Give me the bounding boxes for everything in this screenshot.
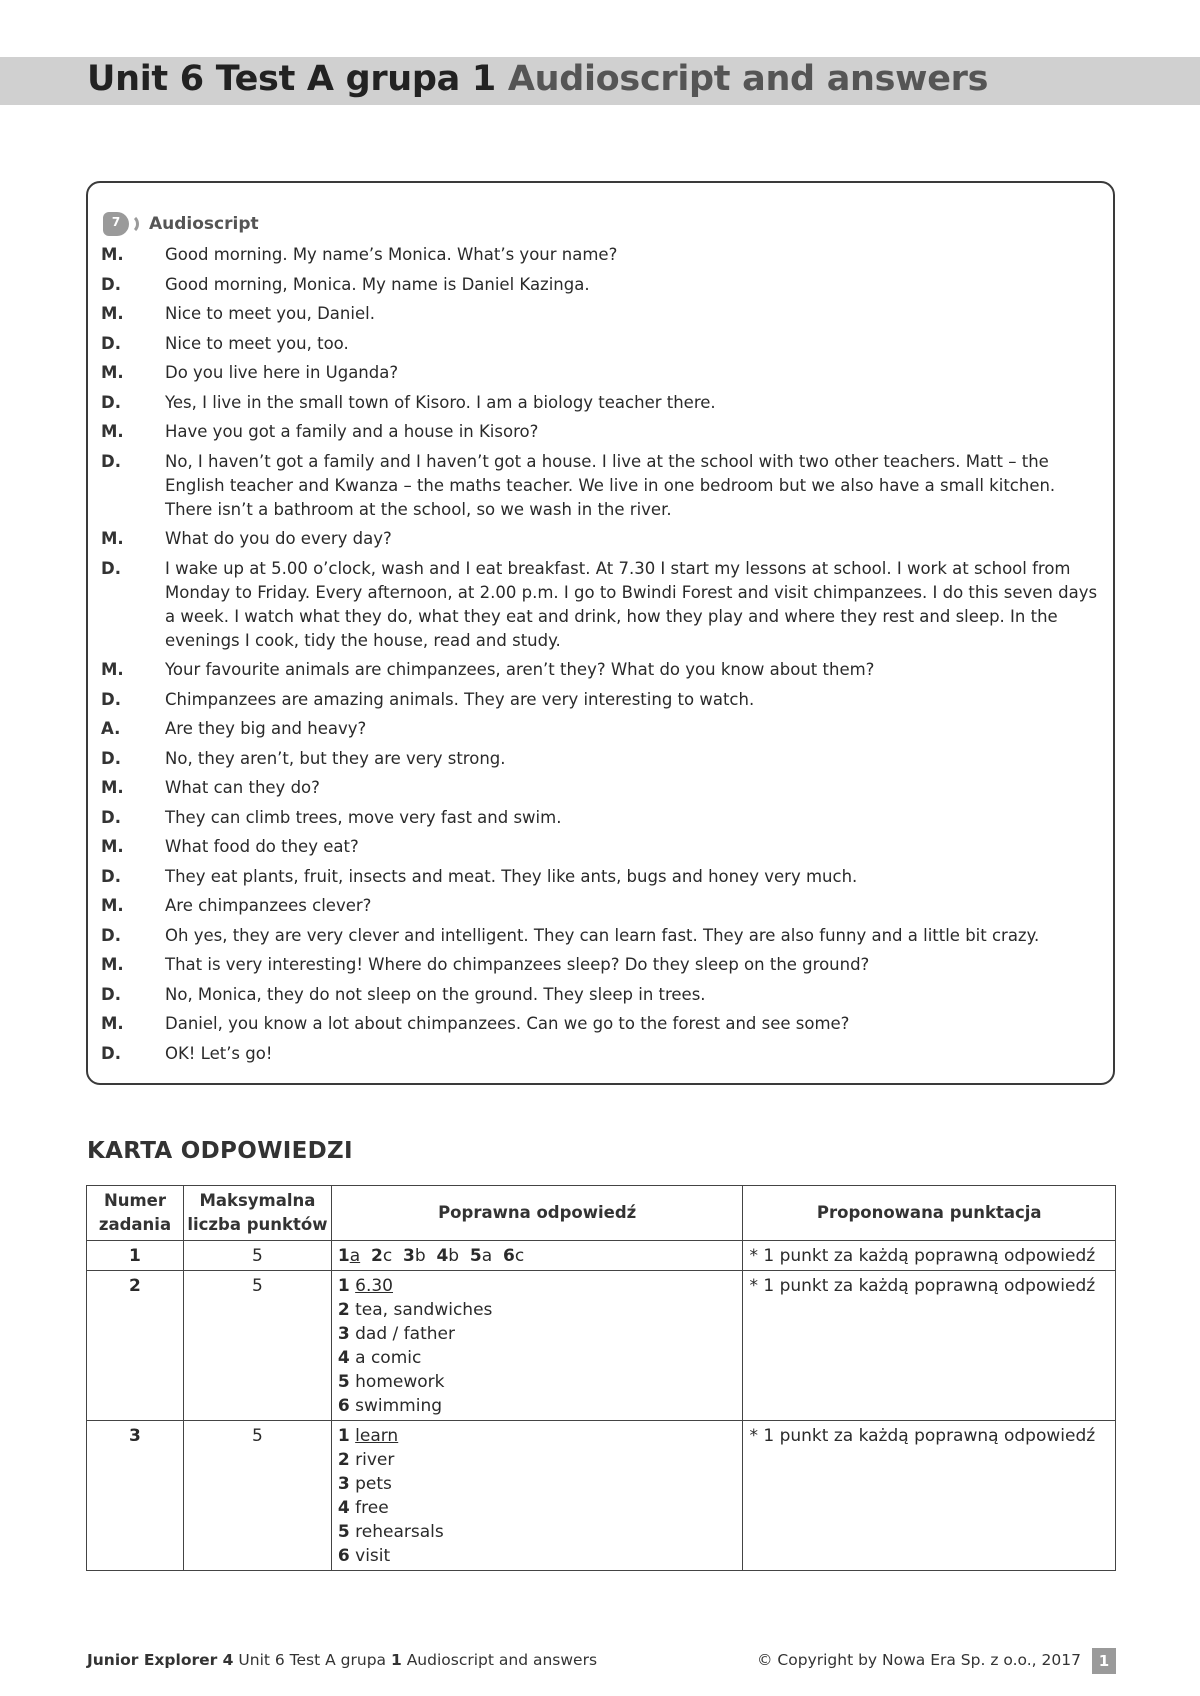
- answer-table: [86, 1185, 1116, 1571]
- speaker-label: D.: [101, 984, 121, 1004]
- table-row: [87, 1271, 1116, 1421]
- script-line: [101, 1012, 1101, 1042]
- answer-line: [338, 1424, 737, 1448]
- speaker-label: M.: [101, 245, 124, 264]
- footer-copyright: © Copyright by Nowa Era Sp. z o.o., 2017: [757, 1651, 1081, 1669]
- speaker-label: D.: [101, 689, 121, 709]
- answer-number: 3: [337, 1324, 350, 1344]
- speaker-label: A.: [101, 719, 121, 738]
- answer-value: swimming: [355, 1396, 443, 1416]
- answer-line: [338, 1520, 737, 1544]
- line-text: No, they aren’t, but they are very strong.: [165, 748, 506, 768]
- answer-line: [338, 1472, 737, 1496]
- answer-card-title: KARTA ODPOWIEDZI: [87, 1138, 353, 1164]
- speaker-label: M.: [101, 955, 124, 974]
- line-text: Good morning. My name’s Monica. What’s your name?: [165, 245, 618, 264]
- script-line: [101, 361, 1101, 391]
- speaker-label: D.: [101, 1043, 121, 1063]
- line-text: That is very interesting! Where do chimpanzees sleep? Do they sleep on the ground?: [165, 955, 870, 974]
- answer-number: 3: [402, 1246, 415, 1266]
- script-line: [101, 450, 1101, 528]
- line-text: They can climb trees, move very fast and swim.: [165, 807, 562, 827]
- answer-number: 1: [337, 1426, 350, 1446]
- speaker-label: M.: [101, 660, 124, 679]
- task-number: 1: [87, 1241, 184, 1271]
- table-row: [87, 1241, 1116, 1271]
- answer-value: river: [355, 1450, 395, 1470]
- max-points: 5: [183, 1271, 331, 1421]
- answer-line: [338, 1448, 737, 1472]
- line-text: They eat plants, fruit, insects and meat. They like ants, bugs and honey very much.: [165, 866, 858, 886]
- page-number: 1: [1092, 1648, 1116, 1674]
- speaker-label: M.: [101, 529, 124, 548]
- scoring-note: * 1 punkt za każdą poprawną odpowiedź: [743, 1421, 1116, 1571]
- script-line: [101, 865, 1101, 895]
- answer-value: homework: [355, 1372, 445, 1392]
- script-line: [101, 806, 1101, 836]
- script-line: [101, 1042, 1101, 1072]
- answer-value: 6.30: [355, 1276, 393, 1296]
- speaker-label: M.: [101, 837, 124, 856]
- title-main: Unit 6 Test A grupa 1: [87, 59, 496, 99]
- speaker-label: D.: [101, 866, 121, 886]
- answer-number: 5: [337, 1522, 350, 1542]
- line-text: Yes, I live in the small town of Kisoro. I am a biology teacher there.: [165, 392, 716, 412]
- answer-value: c: [514, 1246, 525, 1266]
- script-line: [101, 273, 1101, 303]
- audioscript-header: [103, 206, 259, 242]
- footer-group-num: 1: [390, 1651, 402, 1669]
- script-line: [101, 924, 1101, 954]
- audioscript-label: Audioscript: [149, 214, 259, 234]
- answer-value: b: [448, 1246, 460, 1266]
- page-title: [87, 59, 988, 99]
- speaker-label: M.: [101, 304, 124, 323]
- answer-value: a: [481, 1246, 493, 1266]
- track-number: 7: [111, 215, 121, 229]
- footer-doc: Audioscript and answers: [406, 1651, 598, 1669]
- line-text: Nice to meet you, too.: [165, 333, 349, 353]
- line-text: What do you do every day?: [165, 529, 392, 548]
- line-text: What can they do?: [165, 778, 320, 797]
- answer-number: 6: [337, 1546, 350, 1566]
- answer-number: 6: [502, 1246, 515, 1266]
- answer-number: 4: [337, 1348, 350, 1368]
- script-line: [101, 391, 1101, 421]
- answer-value: pets: [355, 1474, 392, 1494]
- answer-line: [338, 1322, 737, 1346]
- line-text: No, Monica, they do not sleep on the ground. They sleep in trees.: [165, 984, 706, 1004]
- speaker-label: D.: [101, 748, 121, 768]
- audioscript-lines: [101, 243, 1101, 1071]
- title-sub: Audioscript and answers: [507, 59, 989, 99]
- answer-number: 1: [337, 1276, 350, 1296]
- answer-value: c: [382, 1246, 393, 1266]
- script-line: [101, 983, 1101, 1013]
- task-number: 3: [87, 1421, 184, 1571]
- answer-line: [338, 1298, 737, 1322]
- speaker-label: D.: [101, 274, 121, 294]
- answer-number: 1: [337, 1246, 350, 1266]
- answer-value: rehearsals: [355, 1522, 444, 1542]
- speaker-label: D.: [101, 451, 121, 471]
- script-line: [101, 527, 1101, 557]
- answer-number: 2: [337, 1450, 350, 1470]
- line-text: I wake up at 5.00 o’clock, wash and I eat breakfast. At 7.30 I start my lessons at school. I work at school from Monday to Friday. Every afternoon, at 2.00 p.m. I go to Bwindi Forest and visit chimpanzees. I do this seven days a week. I watch what they do, what they eat and drink, how they play and where they rest and sleep. In the evenings I cook, tidy the house, read and study.: [165, 558, 1098, 650]
- answer-value: a: [349, 1246, 361, 1266]
- answer-number: 6: [337, 1396, 350, 1416]
- line-text: Your favourite animals are chimpanzees, aren’t they? What do you know about them?: [165, 660, 875, 679]
- answer-number: 4: [436, 1246, 449, 1266]
- line-text: Daniel, you know a lot about chimpanzees. Can we go to the forest and see some?: [165, 1014, 850, 1033]
- table-row: [87, 1421, 1116, 1571]
- line-text: OK! Let’s go!: [165, 1043, 273, 1063]
- answer-number: 3: [337, 1474, 350, 1494]
- line-text: What food do they eat?: [165, 837, 359, 856]
- script-line: [101, 747, 1101, 777]
- line-text: Good morning, Monica. My name is Daniel Kazinga.: [165, 274, 590, 294]
- table-header-row: [87, 1186, 1116, 1241]
- answer-value: b: [414, 1246, 426, 1266]
- answer-line: [338, 1496, 737, 1520]
- script-line: [101, 302, 1101, 332]
- line-text: No, I haven’t got a family and I haven’t got a house. I live at the school with two other teachers. Matt – the English teacher and Kwanza – the maths teacher. We live in one bedroom but we also have a small kitchen. There isn’t a bathroom at the school, so we wash in the river.: [165, 451, 1056, 519]
- correct-answer: [331, 1421, 743, 1571]
- answer-line: [338, 1394, 737, 1418]
- answer-line: [338, 1274, 737, 1298]
- speaker-label: D.: [101, 558, 121, 578]
- scoring-note: * 1 punkt za każdą poprawną odpowiedź: [743, 1241, 1116, 1271]
- speaker-label: D.: [101, 925, 121, 945]
- script-line: [101, 953, 1101, 983]
- script-line: [101, 420, 1101, 450]
- speaker-label: D.: [101, 333, 121, 353]
- speaker-icon[interactable]: [103, 206, 141, 242]
- speaker-label: M.: [101, 778, 124, 797]
- line-text: Are they big and heavy?: [165, 719, 367, 738]
- task-number: 2: [87, 1271, 184, 1421]
- speaker-label: D.: [101, 392, 121, 412]
- script-line: [101, 557, 1101, 659]
- speaker-label: M.: [101, 363, 124, 382]
- header-task-number: Numer zadania: [87, 1186, 184, 1241]
- answer-line: [338, 1346, 737, 1370]
- script-line: [101, 894, 1101, 924]
- line-text: Chimpanzees are amazing animals. They are very interesting to watch.: [165, 689, 755, 709]
- answer-number: 5: [469, 1246, 482, 1266]
- footer-book: Junior Explorer 4: [87, 1651, 234, 1669]
- line-text: Do you live here in Uganda?: [165, 363, 399, 382]
- answer-number: 2: [337, 1300, 350, 1320]
- answer-value: tea, sandwiches: [355, 1300, 493, 1320]
- script-line: [101, 835, 1101, 865]
- footer-unit: Unit 6 Test A grupa: [238, 1651, 387, 1669]
- correct-answer: [331, 1241, 743, 1271]
- answer-value: dad / father: [355, 1324, 455, 1344]
- max-points: 5: [183, 1241, 331, 1271]
- line-text: Nice to meet you, Daniel.: [165, 304, 375, 323]
- answer-value: visit: [355, 1546, 391, 1566]
- answer-line: [338, 1370, 737, 1394]
- answer-value: free: [355, 1498, 389, 1518]
- speaker-label: M.: [101, 896, 124, 915]
- scoring-note: * 1 punkt za każdą poprawną odpowiedź: [743, 1271, 1116, 1421]
- answer-number: 4: [337, 1498, 350, 1518]
- header-scoring: Proponowana punktacja: [743, 1186, 1116, 1241]
- answer-line: [338, 1544, 737, 1568]
- script-line: [101, 688, 1101, 718]
- script-line: [101, 243, 1101, 273]
- line-text: Are chimpanzees clever?: [165, 896, 372, 915]
- footer-left: [87, 1651, 597, 1669]
- answer-number: 2: [370, 1246, 383, 1266]
- correct-answer: [331, 1271, 743, 1421]
- header-correct-answer: Poprawna odpowiedź: [331, 1186, 743, 1241]
- speaker-label: M.: [101, 422, 124, 441]
- answer-number: 5: [337, 1372, 350, 1392]
- speaker-label: M.: [101, 1014, 124, 1033]
- line-text: Have you got a family and a house in Kisoro?: [165, 422, 539, 441]
- script-line: [101, 658, 1101, 688]
- answer-value: a comic: [355, 1348, 422, 1368]
- answer-value: learn: [355, 1426, 399, 1446]
- script-line: [101, 717, 1101, 747]
- header-max-points: Maksymalna liczba punktów: [183, 1186, 331, 1241]
- line-text: Oh yes, they are very clever and intelligent. They can learn fast. They are also funny and a little bit crazy.: [165, 925, 1040, 945]
- speaker-label: D.: [101, 807, 121, 827]
- script-line: [101, 776, 1101, 806]
- script-line: [101, 332, 1101, 362]
- max-points: 5: [183, 1421, 331, 1571]
